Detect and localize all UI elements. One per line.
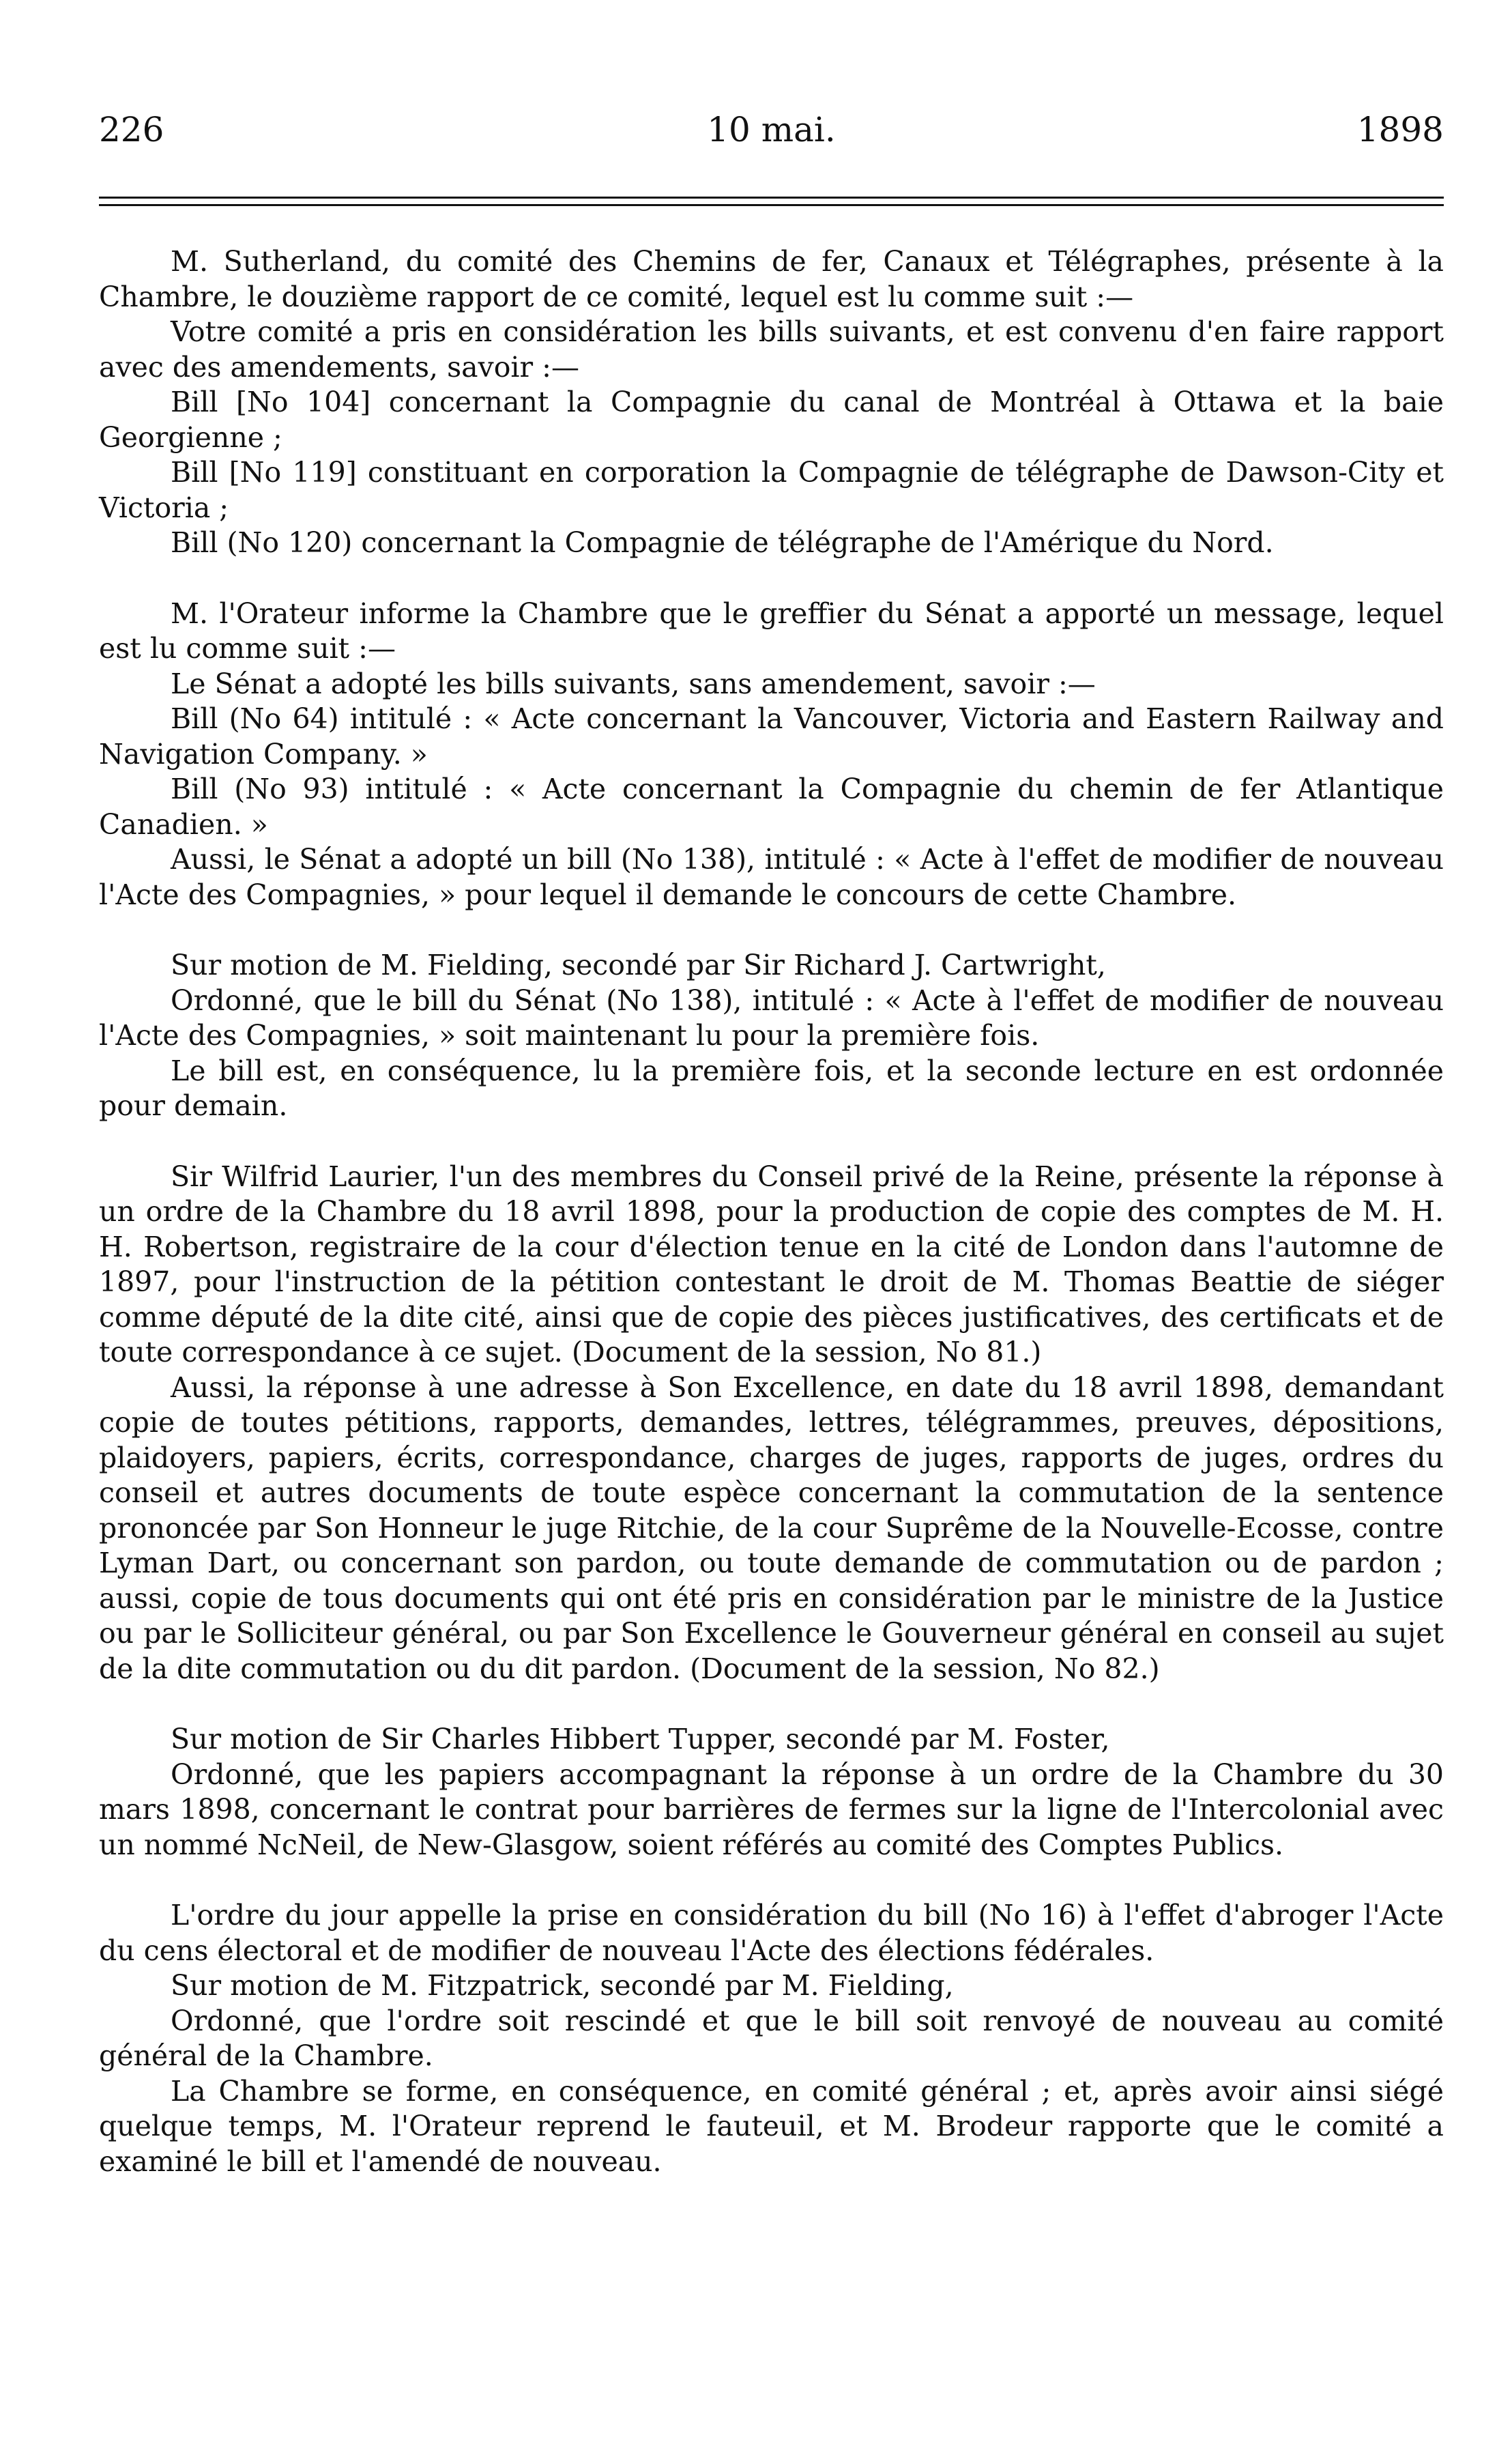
paragraph: M. Sutherland, du comité des Chemins de fer, Canaux et Télégraphes, présente à la Chambre, le douzième rapport de ce comité, lequel est lu comme suit :— <box>99 245 1444 313</box>
paragraph: Bill [No 119] constituant en corporation la Compagnie de télégraphe de Dawson-City et Victoria ; <box>99 456 1444 524</box>
paragraph-gap <box>99 1863 1444 1898</box>
paragraph: Votre comité a pris en considération les bills suivants, et est convenu d'en faire rapport avec des amendements, savoir :— <box>99 315 1444 384</box>
paragraph: Le Sénat a adopté les bills suivants, sans amendement, savoir :— <box>171 667 1096 700</box>
paragraph: Sur motion de M. Fitzpatrick, secondé par M. Fielding, <box>171 1969 954 2002</box>
paragraph: M. l'Orateur informe la Chambre que le greffier du Sénat a apporté un message, lequel est lu comme suit :— <box>99 597 1444 665</box>
page-header <box>99 102 1444 157</box>
paragraph: Aussi, le Sénat a adopté un bill (No 138), intitulé : « Acte à l'effet de modifier de nouveau l'Acte des Compagnies, » pour lequel il demande le concours de cette Chambre. <box>99 843 1444 911</box>
paragraph: Sur motion de M. Fielding, secondé par Sir Richard J. Cartwright, <box>171 949 1106 981</box>
paragraph: La Chambre se forme, en conséquence, en comité général ; et, après avoir ainsi siégé quelque temps, M. l'Orateur reprend le fauteuil, et M. Brodeur rapporte que le comité a examiné le bill et l'amendé de nouveau. <box>99 2074 1444 2178</box>
page-year: 1898 <box>1356 110 1444 149</box>
paragraph: Aussi, la réponse à une adresse à Son Excellence, en date du 18 avril 1898, demandant copie de toutes pétitions, rapports, demandes, lettres, télégrammes, preuves, dépositions, plaidoyers, papiers, écrits, correspondance, charges de juges, rapports de juges, ordres du conseil et autres documents de toute espèce concernant la commutation de la sentence prononcée par Son Honneur le juge Ritchie, de la cour Suprême de la Nouvelle-Ecosse, contre Lyman Dart, ou concernant son pardon, ou toute demande de commutation ou de pardon ; aussi, copie de tous documents qui ont été pris en considération par le ministre de la Justice ou par le Solliciteur général, ou par Son Excellence le Gouverneur général en conseil au sujet de la dite commutation ou du dit pardon. (Document de la session, No 82.) <box>99 1370 1444 1685</box>
document-body <box>99 244 1444 2179</box>
paragraph: Ordonné, que les papiers accompagnant la réponse à un ordre de la Chambre du 30 mars 1898, concernant le contrat pour barrières de fermes sur la ligne de l'Intercolonial avec un nommé NcNeil, de New-Glasgow, soient référés au comité des Comptes Publics. <box>99 1757 1444 1861</box>
paragraph: Bill (No 93) intitulé : « Acte concernant la Compagnie du chemin de fer Atlantique Canadien. » <box>99 773 1444 841</box>
paragraph: Bill (No 64) intitulé : « Acte concernant la Vancouver, Victoria and Eastern Railway and Navigation Company. » <box>99 702 1444 771</box>
page-date: 10 mai. <box>707 110 836 149</box>
rule-line <box>99 197 1444 199</box>
paragraph: Ordonné, que l'ordre soit rescindé et que le bill soit renvoyé de nouveau au comité général de la Chambre. <box>99 2004 1444 2072</box>
rule-line <box>99 204 1444 206</box>
page-number: 226 <box>99 110 164 149</box>
paragraph: Sur motion de Sir Charles Hibbert Tupper, secondé par M. Foster, <box>171 1723 1110 1755</box>
paragraph: L'ordre du jour appelle la prise en considération du bill (No 16) à l'effet d'abroger l'Acte du cens électoral et de modifier de nouveau l'Acte des élections fédérales. <box>99 1899 1444 1967</box>
paragraph: Bill (No 120) concernant la Compagnie de télégraphe de l'Amérique du Nord. <box>171 526 1274 559</box>
paragraph: Ordonné, que le bill du Sénat (No 138), intitulé : « Acte à l'effet de modifier de nouveau l'Acte des Compagnies, » soit maintenant lu pour la première fois. <box>99 984 1444 1052</box>
paragraph-gap <box>99 1687 1444 1722</box>
paragraph-gap <box>99 1124 1444 1160</box>
paragraph: Le bill est, en conséquence, lu la première fois, et la seconde lecture en est ordonnée pour demain. <box>99 1054 1444 1122</box>
paragraph-gap <box>99 561 1444 597</box>
paragraph: Bill [No 104] concernant la Compagnie du canal de Montréal à Ottawa et la baie Georgienne ; <box>99 386 1444 454</box>
paragraph-gap <box>99 913 1444 948</box>
header-double-rule <box>99 197 1444 206</box>
paragraph: Sir Wilfrid Laurier, l'un des membres du Conseil privé de la Reine, présente la réponse à un ordre de la Chambre du 18 avril 1898, pour la production de copie des comptes de M. H. H. Robertson, registraire de la cour d'élection tenue en la cité de London dans l'automne de 1897, pour l'instruction de la pétition contestant le droit de M. Thomas Beattie de siéger comme député de la dite cité, ainsi que de copie des pièces justificatives, des certificats et de toute correspondance à ce sujet. (Document de la session, No 81.) <box>99 1160 1444 1368</box>
